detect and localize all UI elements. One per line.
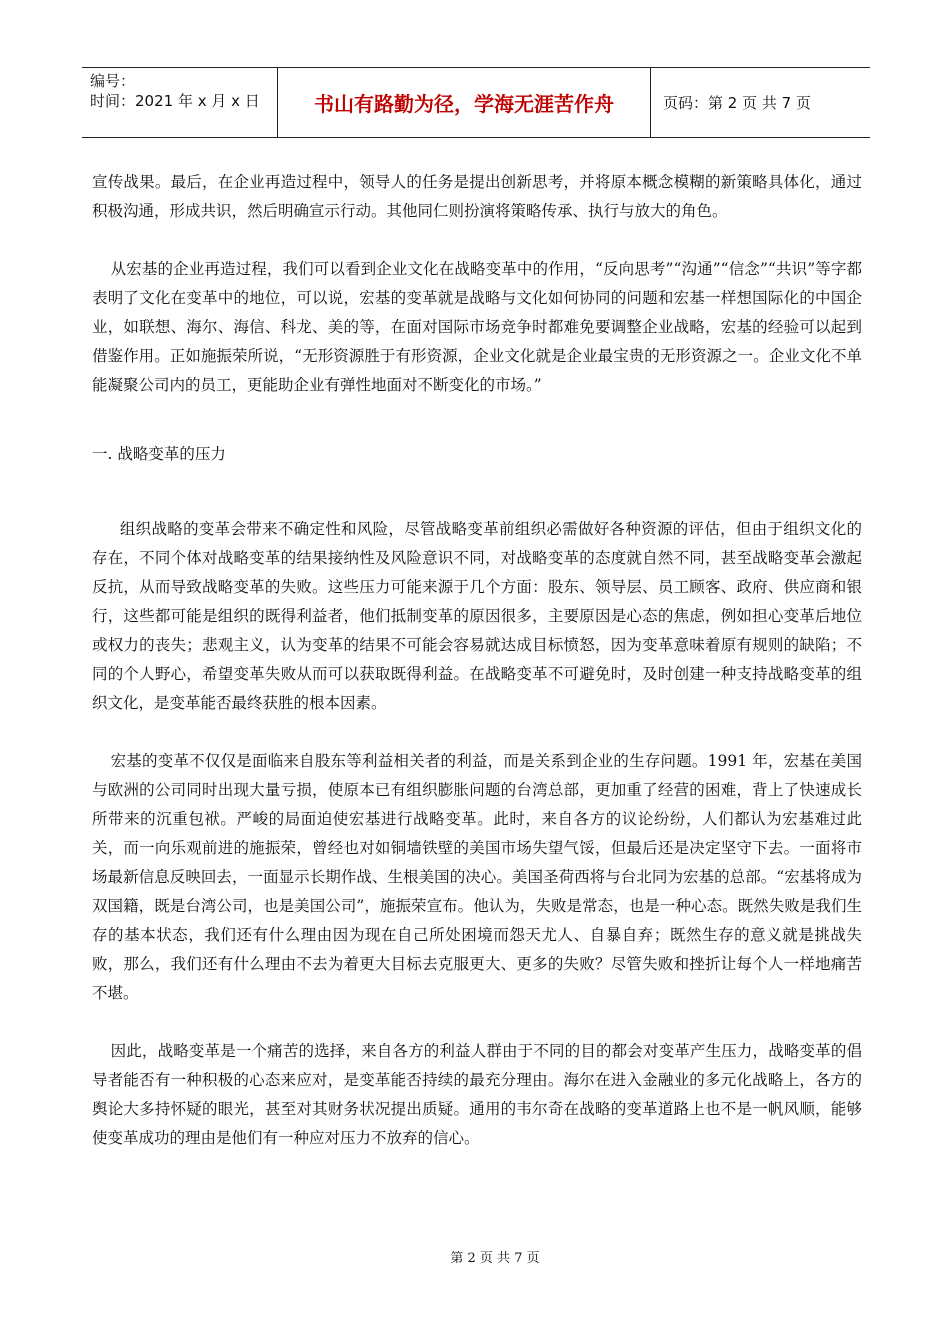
motto-cell [278, 68, 651, 137]
paragraph-5: 因此，战略变革是一个痛苦的选择，来自各方的利益人群由于不同的目的都会对变革产生压力，战略变革的倡导者能否有一种积极的心态来应对，是变革能否持续的最充分理由。海尔在进入金融业的多元化战略上，各方的舆论大多持怀疑的眼光，甚至对其财务状况提出质疑。通用的韦尔奇在战略的变革道路上也不是一帆风顺，能够使变革成功的理由是他们有一种应对压力不放弃的信心。 [92, 1042, 862, 1147]
document-header [82, 67, 870, 138]
paragraph-4: 宏基的变革不仅仅是面临来自股东等利益相关者的利益，而是关系到企业的生存问题。1991 年，宏基在美国与欧洲的公司同时出现大量亏损，使原本已有组织膨胀问题的台湾总部，更加重了经营的困难，背上了快速成长所带来的沉重包袱。严峻的局面迫使宏基进行战略变革。此时，来自各方的议论纷纷，人们都认为宏基难过此关，而一向乐观前进的施振荣，曾经也对如铜墙铁壁的美国市场失望气馁，但最后还是决定坚守下去。一面将市场最新信息反映回去，一面显示长期作战、生根美国的决心。美国圣荷西将与台北同为宏基的总部。“宏基将成为双国籍，既是台湾公司，也是美国公司”，施振荣宣布。他认为，失败是常态，也是一种心态。既然失败是我们生存的基本状态，我们还有什么理由因为现在自己所处困境而怨天尤人、自暴自弃；既然生存的意义就是挑战失败，那么，我们还有什么理由不去为着更大目标去克服更大、更多的失败？尽管失败和挫折让每个人一样地痛苦不堪。 [92, 752, 862, 1002]
paragraph-1: 宣传战果。最后，在企业再造过程中，领导人的任务是提出创新思考，并将原本概念模糊的新策略具体化，通过积极沟通，形成共识，然后明确宣示行动。其他同仁则扮演将策略传承、执行与放大的角色。 [92, 173, 862, 220]
number-label: 编号： [90, 72, 136, 90]
body-content [92, 168, 862, 400]
paragraph-2: 从宏基的企业再造过程，我们可以看到企业文化在战略变革中的作用，“反向思考”“沟通”“信念”“共识”等字都表明了文化在变革中的地位，可以说，宏基的变革就是战略与文化如何协同的问题和宏基一样想国际化的中国企业，如联想、海尔、海信、科龙、美的等，在面对国际市场竞争时都难免要调整企业战略，宏基的经验可以起到借鉴作用。正如施振荣所说，“无形资源胜于有形资源，企业文化就是企业最宝贵的无形资源之一。企业文化不单能凝聚公司内的员工，更能助企业有弹性地面对不断变化的市场。” [92, 260, 862, 394]
time-label: 时间：2021 年 x 月 x 日 [90, 92, 260, 110]
motto-text: 书山有路勤为径，学海无涯苦作舟 [314, 92, 614, 116]
section-heading: 一. 战略变革的压力 [92, 445, 226, 463]
footer-page-number: 第 2 页 共 7 页 [450, 1251, 540, 1266]
page-footer [0, 1247, 950, 1266]
page-number-cell [651, 68, 870, 137]
header-info-cell [82, 68, 278, 137]
body-content-2 [92, 515, 862, 1153]
page-number-label: 页码：第 2 页 共 7 页 [663, 94, 811, 112]
paragraph-3: 组织战略的变革会带来不确定性和风险，尽管战略变革前组织必需做好各种资源的评估，但由于组织文化的存在，不同个体对战略变革的结果接纳性及风险意识不同，对战略变革的态度就自然不同，甚至战略变革会激起反抗，从而导致战略变革的失败。这些压力可能来源于几个方面：股东、领导层、员工顾客、政府、供应商和银行，这些都可能是组织的既得利益者，他们抵制变革的原因很多，主要原因是心态的焦虑，例如担心变革后地位或权力的丧失；悲观主义，认为变革的结果不可能会容易就达成目标愤怒，因为变革意味着原有规则的缺陷；不同的个人野心，希望变革失败从而可以获取既得利益。在战略变革不可避免时，及时创建一种支持战略变革的组织文化，是变革能否最终获胜的根本因素。 [92, 520, 862, 712]
